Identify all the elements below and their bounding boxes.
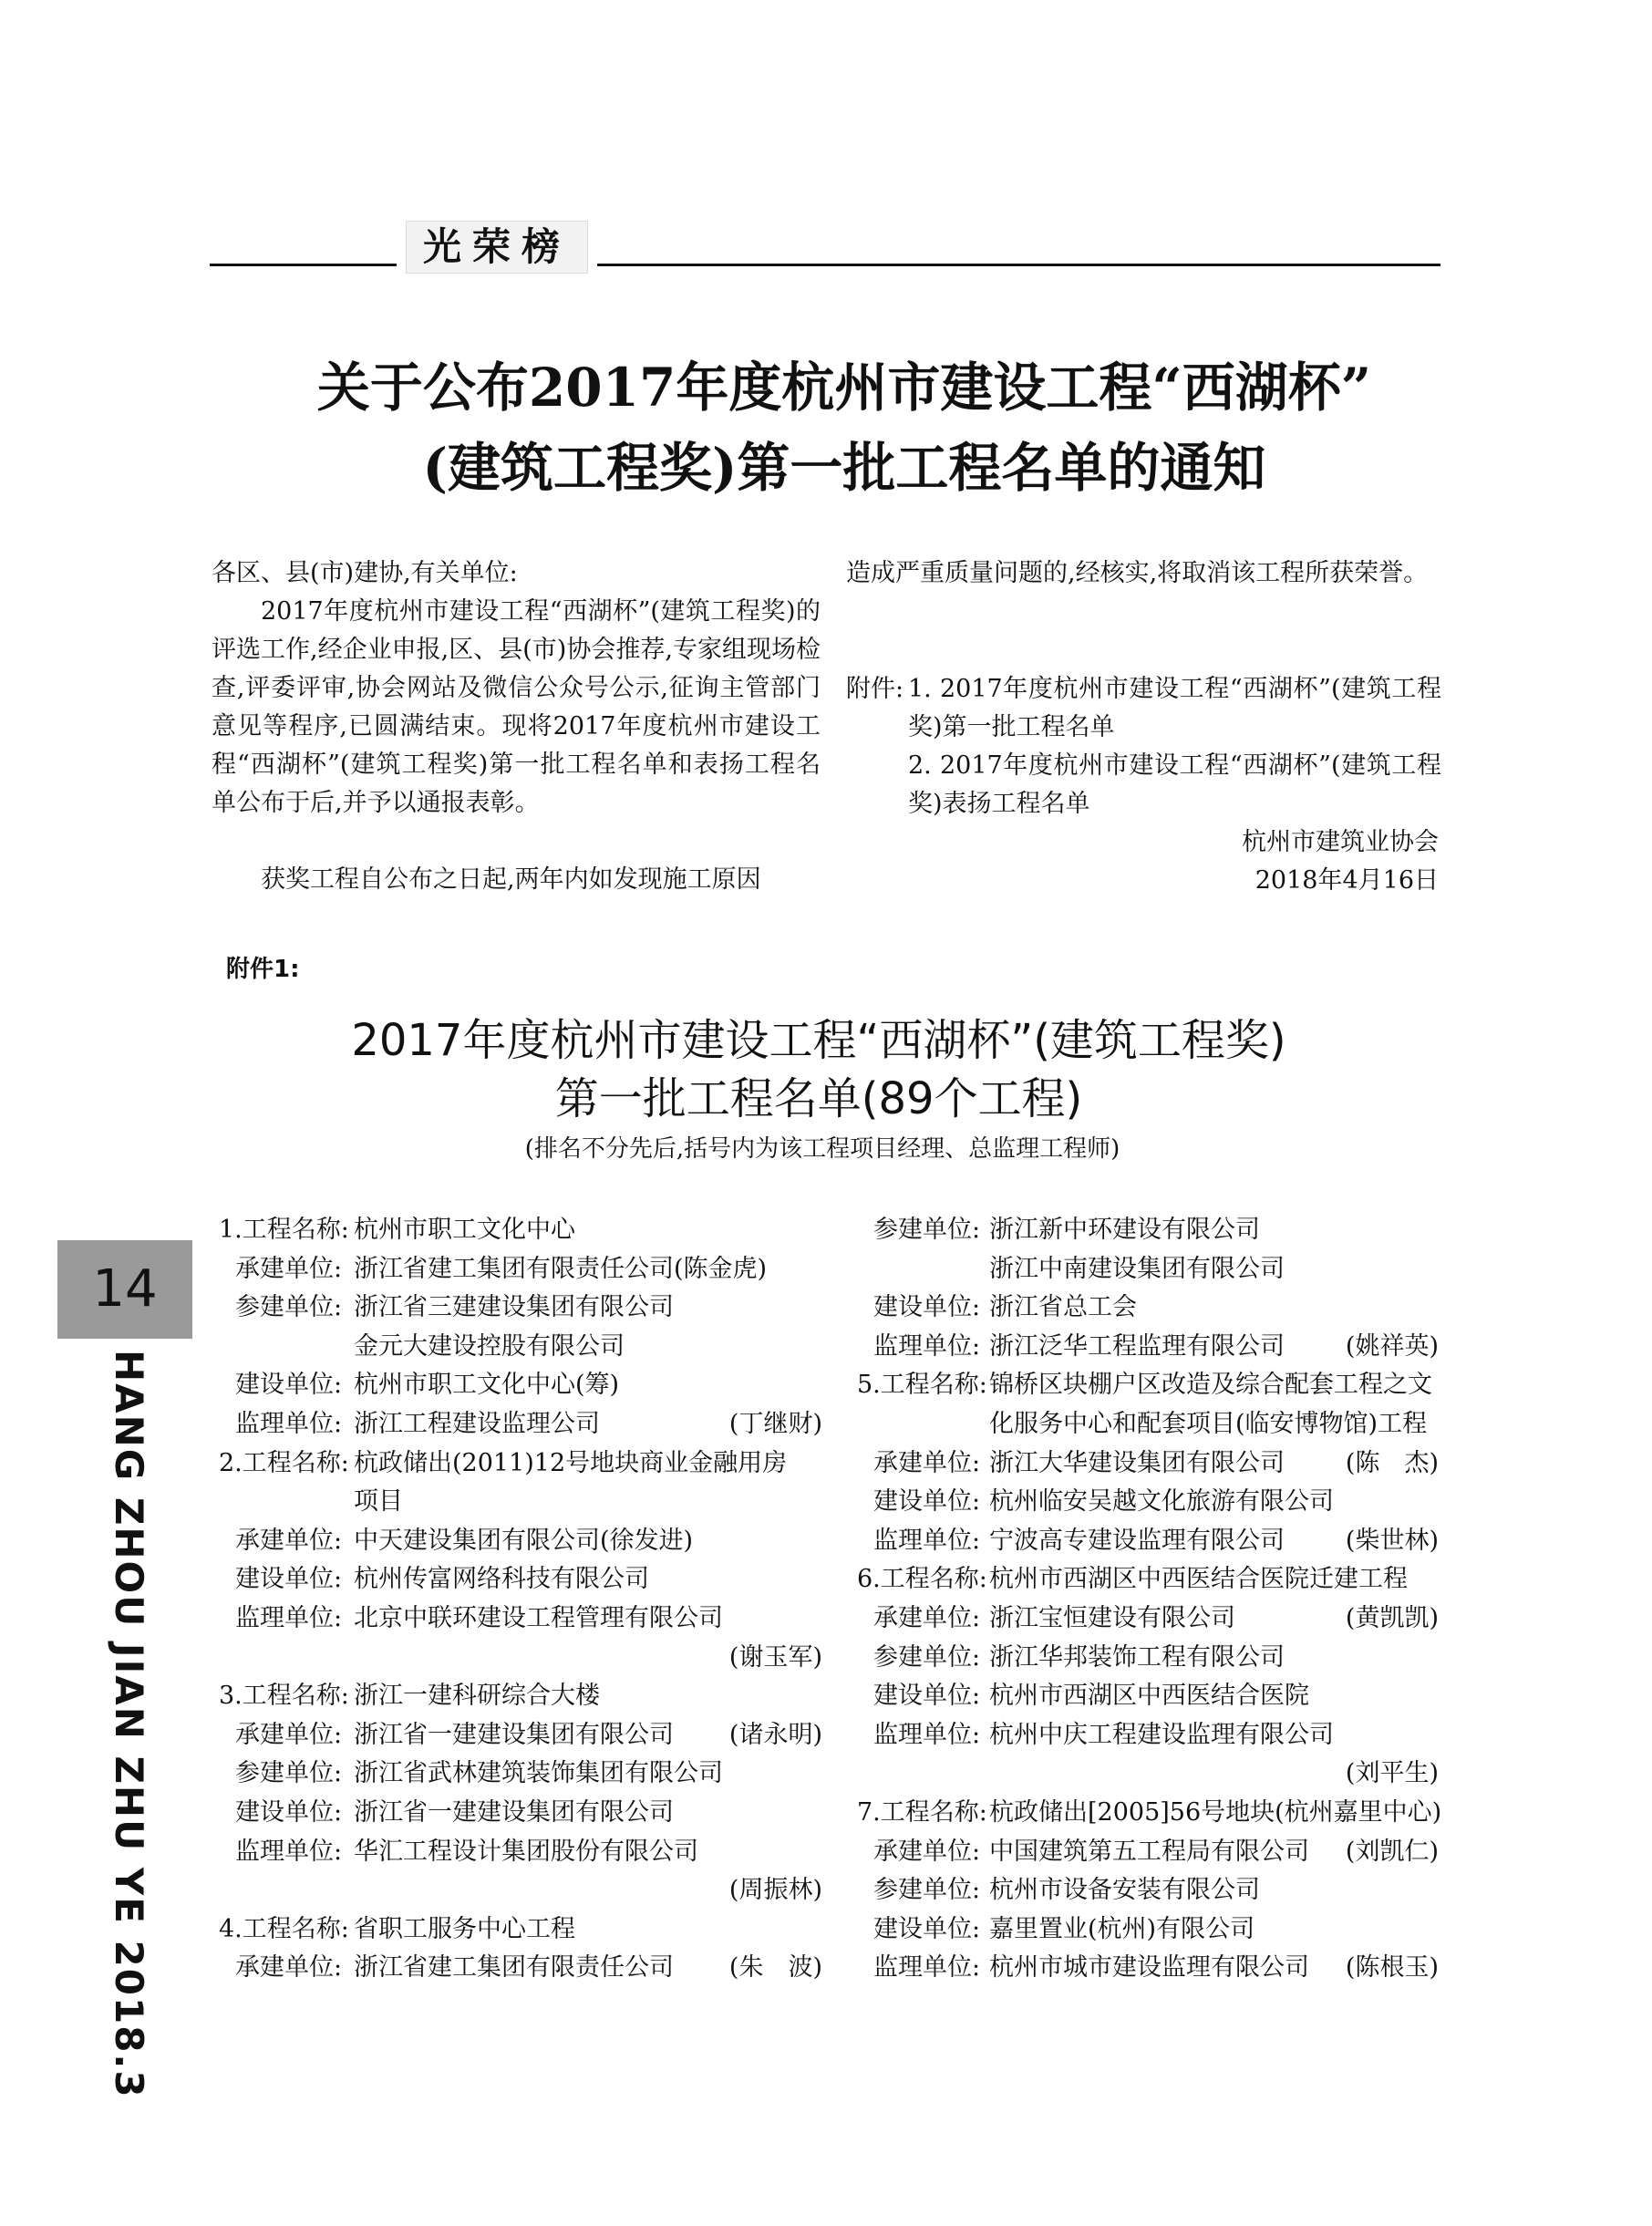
- journal-vertical-text: HANG ZHOU JIAN ZHU YE 2018.3: [107, 1350, 151, 2099]
- row-value: 浙江华邦装饰工程有限公司: [989, 1642, 1285, 1672]
- list-row: [219, 1366, 822, 1405]
- attachment-prefix: 附件:: [846, 675, 904, 703]
- page-number: 14: [57, 1240, 192, 1339]
- row-label: 建设单位:: [873, 1682, 981, 1711]
- row-label: 2.工程名称:: [219, 1448, 349, 1477]
- row-person: (陈 杰): [1345, 1448, 1439, 1477]
- list-row: [857, 1560, 1439, 1600]
- list-row: [857, 1483, 1439, 1522]
- row-person: (朱 波): [728, 1953, 822, 1983]
- row-value: 浙江大华建设集团有限公司: [989, 1448, 1285, 1477]
- list-row: [857, 1833, 1439, 1872]
- list-row: [219, 1522, 822, 1561]
- row-label: 承建单位:: [873, 1604, 981, 1632]
- row-value: 中国建筑第五工程局有限公司: [989, 1837, 1309, 1866]
- row-label: 参建单位:: [873, 1216, 981, 1244]
- row-value: 浙江省建工集团有限责任公司(陈金虎): [354, 1254, 768, 1283]
- list-row: [219, 1949, 822, 1988]
- row-label: 监理单位:: [873, 1331, 981, 1361]
- row-value: 金元大建设控股有限公司: [354, 1331, 625, 1361]
- row-person: (姚祥英): [1345, 1331, 1439, 1361]
- list-row: [857, 1600, 1439, 1639]
- notice-paragraph-2-end: 造成严重质量问题的,经核实,将取消该工程所获荣誉。: [846, 559, 1429, 587]
- row-label: 监理单位:: [873, 1953, 981, 1983]
- list-row: [219, 1560, 822, 1600]
- list-row: [219, 1483, 822, 1522]
- list-row: [857, 1755, 1439, 1794]
- notice-title-line2: (建筑工程奖)第一批工程名单的通知: [422, 437, 1266, 499]
- list-row: [857, 1289, 1439, 1328]
- row-value: 浙江省建工集团有限责任公司: [354, 1953, 674, 1983]
- row-value: 杭州中庆工程建设监理有限公司: [989, 1720, 1334, 1749]
- notice-date: 2018年4月16日: [1254, 866, 1439, 895]
- row-value: 浙江省一建建设集团有限公司: [354, 1798, 674, 1827]
- row-label: 承建单位:: [235, 1526, 343, 1555]
- row-value: 浙江工程建设监理公司: [354, 1410, 600, 1438]
- row-label: 参建单位:: [873, 1642, 981, 1672]
- row-value: 杭州市西湖区中西医结合医院: [989, 1682, 1309, 1711]
- list-row: [219, 1289, 822, 1328]
- row-label: 7.工程名称:: [857, 1798, 987, 1827]
- row-value: 杭州市职工文化中心(筹): [354, 1371, 620, 1400]
- row-label: 建设单位:: [873, 1914, 981, 1943]
- row-label: 4.工程名称:: [219, 1914, 349, 1943]
- list-row: [219, 1328, 822, 1367]
- list-title-line1: 2017年度杭州市建设工程“西湖杯”(建筑工程奖): [351, 1015, 1286, 1066]
- row-value: 浙江省武林建筑装饰集团有限公司: [354, 1759, 723, 1788]
- list-row: [857, 1677, 1439, 1716]
- list-row: [857, 1522, 1439, 1561]
- section-title: 光荣榜: [406, 221, 588, 274]
- list-row: [857, 1871, 1439, 1910]
- list-row: [857, 1794, 1442, 1833]
- row-label: 承建单位:: [235, 1254, 343, 1283]
- attachment-2: 2. 2017年度杭州市建设工程“西湖杯”(建筑工程奖)表扬工程名单: [908, 751, 1441, 818]
- row-value: 中天建设集团有限公司(徐发进): [354, 1526, 694, 1555]
- header-rule-left: [210, 264, 397, 266]
- row-label: 建设单位:: [873, 1293, 981, 1322]
- row-value: 杭政储出[2005]56号地块(杭州嘉里中心): [989, 1798, 1442, 1827]
- list-row: [219, 1716, 822, 1755]
- list-row: [219, 1755, 822, 1794]
- row-value: 锦桥区块棚户区改造及综合配套工程之文: [989, 1371, 1432, 1400]
- row-value: 杭政储出(2011)12号地块商业金融用房: [354, 1448, 788, 1477]
- notice-paragraph-2-start: 获奖工程自公布之日起,两年内如发现施工原因: [261, 865, 761, 894]
- header-rule-right: [597, 264, 1440, 266]
- appendix-label: 附件1:: [226, 956, 300, 983]
- list-row: [219, 1871, 822, 1910]
- list-row: [219, 1677, 822, 1716]
- row-label: 建设单位:: [235, 1798, 343, 1827]
- row-value: 化服务中心和配套项目(临安博物馆)工程: [989, 1410, 1428, 1438]
- list-row: [219, 1444, 822, 1484]
- list-row: [219, 1833, 822, 1872]
- row-label: 监理单位:: [873, 1720, 981, 1749]
- row-person: (刘平生): [1345, 1759, 1439, 1788]
- row-person: (谢玉军): [728, 1642, 822, 1672]
- row-value: 浙江一建科研综合大楼: [354, 1682, 600, 1711]
- row-value: 杭州临安吴越文化旅游有限公司: [989, 1487, 1334, 1517]
- row-value: 宁波高专建设监理有限公司: [989, 1526, 1285, 1555]
- list-row: [857, 1405, 1439, 1444]
- row-label: 1.工程名称:: [219, 1216, 349, 1244]
- row-value: 项目: [354, 1487, 403, 1517]
- list-row: [219, 1794, 822, 1833]
- list-note: (排名不分先后,括号内为该工程项目经理、总监理工程师): [524, 1135, 1120, 1163]
- list-row: [857, 1211, 1439, 1250]
- row-value: 浙江中南建设集团有限公司: [989, 1254, 1285, 1283]
- list-row: [857, 1716, 1439, 1755]
- row-value: 杭州市职工文化中心: [354, 1216, 575, 1244]
- row-value: 浙江新中环建设有限公司: [989, 1216, 1260, 1244]
- row-person: (黄凯凯): [1345, 1604, 1439, 1632]
- row-value: 浙江省总工会: [989, 1293, 1137, 1322]
- list-row: [219, 1600, 822, 1639]
- row-value: 杭州市西湖区中西医结合医院迁建工程: [989, 1565, 1408, 1594]
- row-value: 浙江泛华工程监理有限公司: [989, 1331, 1285, 1361]
- row-value: 华汇工程设计集团股份有限公司: [354, 1837, 698, 1866]
- signer: 杭州市建筑业协会: [1242, 828, 1439, 856]
- list-row: [219, 1910, 822, 1950]
- salutation: 各区、县(市)建协,有关单位:: [212, 559, 518, 587]
- list-row: [857, 1366, 1439, 1405]
- row-person: (刘凯仁): [1345, 1837, 1439, 1866]
- row-value: 嘉里置业(杭州)有限公司: [989, 1914, 1255, 1943]
- list-row: [857, 1250, 1439, 1289]
- row-label: 监理单位:: [235, 1604, 343, 1632]
- row-label: 参建单位:: [235, 1759, 343, 1788]
- row-label: 承建单位:: [873, 1837, 981, 1866]
- row-label: 5.工程名称:: [857, 1371, 987, 1400]
- row-value: 浙江宝恒建设有限公司: [989, 1604, 1235, 1632]
- row-label: 参建单位:: [873, 1876, 981, 1905]
- row-value: 省职工服务中心工程: [354, 1914, 575, 1943]
- row-label: 承建单位:: [235, 1953, 343, 1983]
- list-row: [857, 1639, 1439, 1678]
- row-label: 3.工程名称:: [219, 1682, 349, 1711]
- row-value: 杭州市城市建设监理有限公司: [989, 1953, 1309, 1983]
- row-person: (周振林): [728, 1876, 822, 1905]
- row-value: 浙江省三建建设集团有限公司: [354, 1293, 674, 1322]
- list-row: [219, 1250, 822, 1289]
- row-label: 监理单位:: [873, 1526, 981, 1555]
- row-label: 建设单位:: [235, 1565, 343, 1594]
- row-value: 浙江省一建建设集团有限公司: [354, 1720, 674, 1749]
- notice-paragraph-1: 2017年度杭州市建设工程“西湖杯”(建筑工程奖)的评选工作,经企业申报,区、县(市)协会推荐,专家组现场检查,评委评审,协会网站及微信公众号公示,征询主管部门意见等程序,已圆满结束。现将2017年度杭州市建设工程“西湖杯”(建筑工程奖)第一批工程名单和表扬工程名单公布于后,并予以通报表彰。: [212, 597, 821, 817]
- row-person: (柴世林): [1345, 1526, 1439, 1555]
- attachment-1: 1. 2017年度杭州市建设工程“西湖杯”(建筑工程奖)第一批工程名单: [908, 675, 1441, 741]
- list-row: [857, 1444, 1439, 1484]
- row-value: 杭州传富网络科技有限公司: [354, 1565, 649, 1594]
- row-label: 参建单位:: [235, 1293, 343, 1322]
- list-title-line2: 第一批工程名单(89个工程): [554, 1073, 1083, 1124]
- row-value: 北京中联环建设工程管理有限公司: [354, 1604, 723, 1632]
- list-row: [219, 1405, 822, 1444]
- list-row: [857, 1328, 1439, 1367]
- row-label: 承建单位:: [235, 1720, 343, 1749]
- list-row: [857, 1910, 1439, 1950]
- row-person: (丁继财): [728, 1410, 822, 1438]
- row-person: (诸永明): [728, 1720, 822, 1749]
- list-row: [857, 1949, 1439, 1988]
- row-label: 承建单位:: [873, 1448, 981, 1477]
- row-label: 建设单位:: [235, 1371, 343, 1400]
- list-row: [219, 1639, 822, 1678]
- notice-title-line1: 关于公布2017年度杭州市建设工程“西湖杯”: [316, 357, 1372, 419]
- list-row: [219, 1211, 822, 1250]
- row-label: 建设单位:: [873, 1487, 981, 1517]
- row-person: (陈根玉): [1345, 1953, 1439, 1983]
- row-label: 监理单位:: [235, 1837, 343, 1866]
- row-label: 6.工程名称:: [857, 1565, 987, 1594]
- row-label: 监理单位:: [235, 1410, 343, 1438]
- row-value: 杭州市设备安装有限公司: [989, 1876, 1260, 1905]
